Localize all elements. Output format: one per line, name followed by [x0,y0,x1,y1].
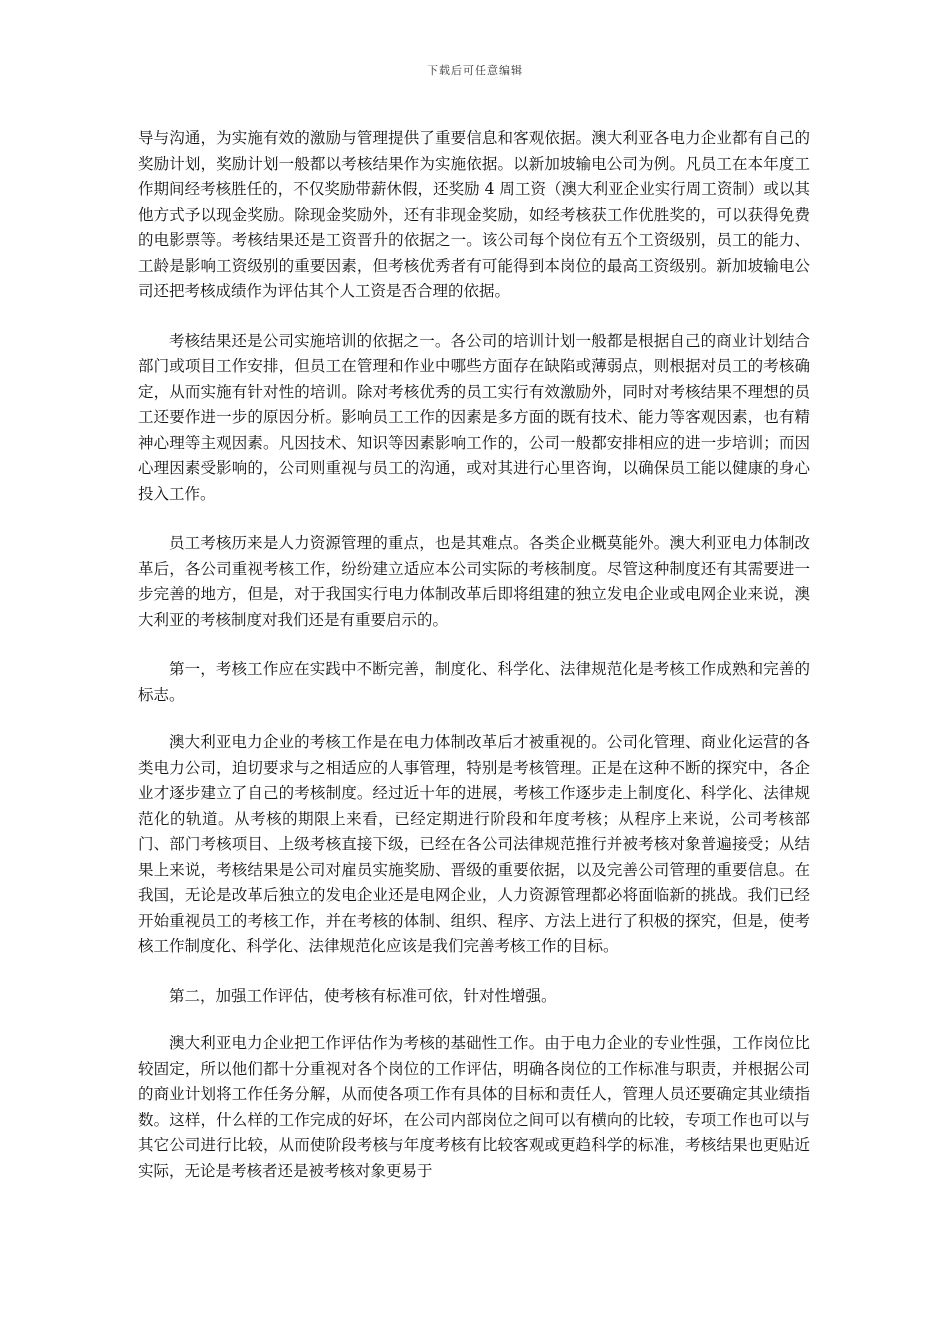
paragraph-second-point-detail: 澳大利亚电力企业把工作评估作为考核的基础性工作。由于电力企业的专业性强，工作岗位比较固定，所以他们都十分重视对各个岗位的工作评估，明确各岗位的工作标准与职责，并根据公司的商业计划将工作任务分解，从而使各项工作有具体的目标和责任人，管理人员还要确定其业绩指数。这样，什么样的工作完成的好坏，在公司内部岗位之间可以有横向的比较，专项工作也可以与其它公司进行比较，从而使阶段考核与年度考核有比较客观或更趋科学的标准，考核结果也更贴近实际，无论是考核者还是被考核对象更易于 [138,1034,810,1180]
document-body [138,126,810,1208]
paragraph-first-point: 第一，考核工作应在实践中不断完善，制度化、科学化、法律规范化是考核工作成熟和完善的标志。 [138,660,810,704]
paragraph-second-point: 第二，加强工作评估，使考核有标准可依，针对性增强。 [169,986,557,1005]
paragraph-incentive-basis: 导与沟通，为实施有效的激励与管理提供了重要信息和客观依据。澳大利亚各电力企业都有自己的奖励计划，奖励计划一般都以考核结果作为实施依据。以新加坡输电公司为例。凡员工在本年度工作期间经考核胜任的，不仅奖励带薪休假，还奖励 4 周工资（澳大利亚企业实行周工资制）或以其他方式予以现金奖励。除现金奖励外，还有非现金奖励，如经考核获工作优胜奖的，可以获得免费的电影票等。考核结果还是工资晋升的依据之一。该公司每个岗位有五个工资级别，员工的能力、工龄是影响工资级别的重要因素，但考核优秀者有可能得到本岗位的最高工资级别。新加坡输电公司还把考核成绩作为评估其个人工资是否合理的依据。 [138,129,810,300]
paragraph-appraisal-importance: 员工考核历来是人力资源管理的重点，也是其难点。各类企业概莫能外。澳大利亚电力体制改革后，各公司重视考核工作，纷纷建立适应本公司实际的考核制度。尽管这种制度还有其需要进一步完善的地方，但是，对于我国实行电力体制改革后即将组建的独立发电企业或电网企业来说，澳大利亚的考核制度对我们还是有重要启示的。 [138,534,810,629]
paragraph-training-basis: 考核结果还是公司实施培训的依据之一。各公司的培训计划一般都是根据自己的商业计划结合部门或项目工作安排，但员工在管理和作业中哪些方面存在缺陷或薄弱点，则根据对员工的考核确定，从而实施有针对性的培训。除对考核优秀的员工实行有效激励外，同时对考核结果不理想的员工还要作进一步的原因分析。影响员工工作的因素是多方面的既有技术、能力等客观因素，也有精神心理等主观因素。凡因技术、知识等因素影响工作的，公司一般都安排相应的进一步培训；而因心理因素受影响的，公司则重视与员工的沟通，或对其进行心里咨询，以确保员工能以健康的身心投入工作。 [138,331,810,503]
paragraph-first-point-detail: 澳大利亚电力企业的考核工作是在电力体制改革后才被重视的。公司化管理、商业化运营的各类电力公司，迫切要求与之相适应的人事管理，特别是考核管理。正是在这种不断的探究中，各企业才逐步建立了自己的考核制度。经过近十年的进展，考核工作逐步走上制度化、科学化、法律规范化的轨道。从考核的期限上来看，已经定期进行阶段和年度考核；从程序上来说，公司考核部门、部门考核项目、上级考核直接下级，已经在各公司法律规范推行并被考核对象普遍接受；从结果上来说，考核结果是公司对雇员实施奖励、晋级的重要依据，以及完善公司管理的重要信息。在我国，无论是改革后独立的发电企业还是电网企业，人力资源管理都必将面临新的挑战。我们已经开始重视员工的考核工作，并在考核的体制、组织、程序、方法上进行了积极的探究，但是，使考核工作制度化、科学化、法律规范化应该是我们完善考核工作的目标。 [138,733,810,955]
page-header: 下载后可任意编辑 [427,64,523,77]
